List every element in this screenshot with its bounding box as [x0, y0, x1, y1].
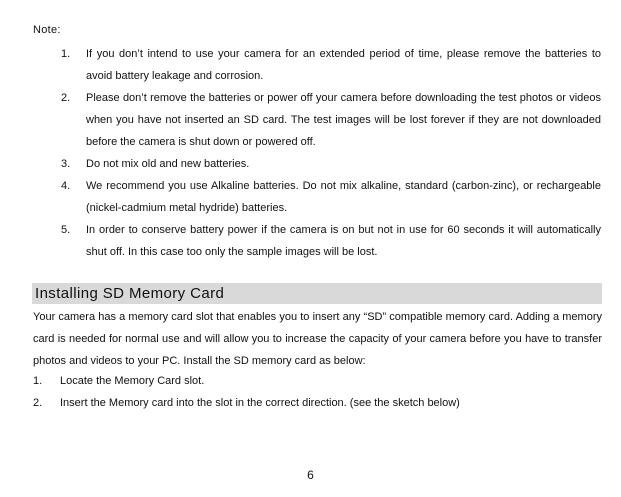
step-item: [0, 370, 621, 392]
step-item: [0, 392, 621, 414]
section-heading: Installing SD Memory Card: [32, 283, 602, 304]
note-list: [0, 43, 621, 263]
note-item-number: 1.: [61, 48, 71, 60]
step-number: 1.: [33, 375, 43, 387]
note-item: [0, 153, 621, 175]
note-item-text: We recommend you use Alkaline batteries. Do not mix alkaline, standard (carbon-zinc), or rechargeable (nickel-cadmium metal hydride) batteries.: [86, 180, 601, 214]
note-item-number: 4.: [61, 180, 71, 192]
note-item-text: Please don’t remove the batteries or power off your camera before downloading the test photos or videos when you have not inserted an SD card. The test images will be lost forever if they are not downloaded before the camera is shut down or powered off.: [86, 92, 601, 148]
note-item: [0, 43, 621, 87]
step-text: Locate the Memory Card slot.: [60, 375, 205, 387]
note-label: Note:: [33, 24, 61, 36]
note-item: [0, 175, 621, 219]
step-list: [0, 370, 621, 414]
note-item-text: In order to conserve battery power if the camera is on but not in use for 60 seconds it will automatically shut off. In this case too only the sample images will be lost.: [86, 224, 601, 258]
step-number: 2.: [33, 397, 43, 409]
note-item-text: Do not mix old and new batteries.: [86, 158, 250, 170]
note-item: [0, 219, 621, 263]
note-item-number: 2.: [61, 92, 71, 104]
section-intro: Your camera has a memory card slot that enables you to insert any “SD” compatible memory card. Adding a memory card is needed for normal use and will allow you to increase the capacity of your camera before you have to transfer photos and videos to your PC. Install the SD memory card as below:: [33, 311, 602, 367]
step-text: Insert the Memory card into the slot in the correct direction. (see the sketch below): [60, 397, 460, 409]
note-item-number: 3.: [61, 158, 71, 170]
note-item-text: If you don’t intend to use your camera for an extended period of time, please remove the batteries to avoid battery leakage and corrosion.: [86, 48, 601, 82]
page-number: 6: [307, 468, 314, 482]
note-item-number: 5.: [61, 224, 71, 236]
note-item: [0, 87, 621, 153]
